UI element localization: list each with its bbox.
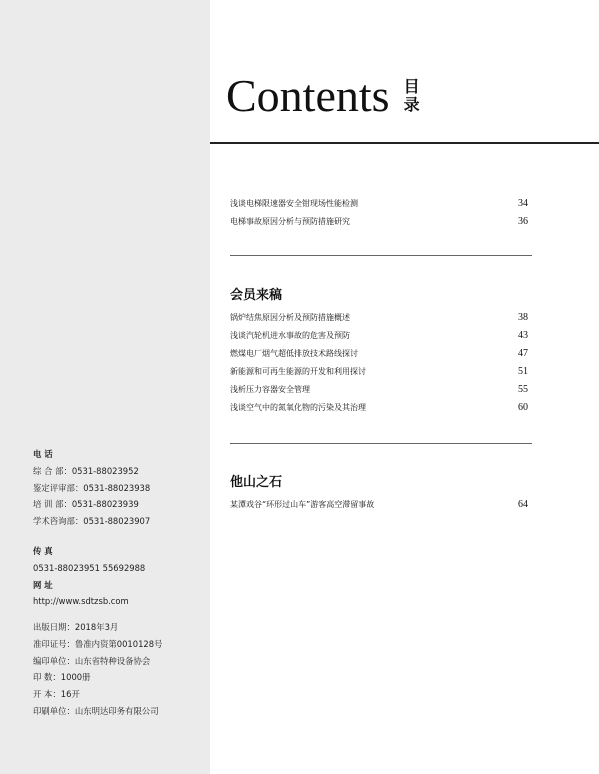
toc-entry[interactable]	[230, 496, 528, 514]
toc-entry-title: 锅炉结焦原因分析及预防措施概述	[230, 313, 350, 322]
page-title-cn: 目录	[403, 77, 420, 114]
phone-value: 0531-88023952	[71, 465, 139, 476]
detail-value: 鲁准内资第0010128号	[74, 638, 163, 649]
phone-value: 0531-88023939	[71, 499, 139, 510]
detail-label: 准印证号：	[33, 638, 75, 649]
section-divider	[230, 443, 532, 444]
toc-entry[interactable]	[230, 381, 528, 399]
detail-label: 出版日期：	[33, 622, 75, 632]
toc-entry[interactable]	[230, 195, 528, 213]
toc-entry[interactable]	[230, 309, 528, 327]
detail-row	[33, 653, 162, 670]
detail-label: 印刷单位：	[33, 705, 75, 716]
phone-row	[33, 496, 150, 513]
phone-label: 培 训 部：	[33, 499, 72, 510]
toc-entry-page: 55	[518, 384, 528, 395]
publication-details	[33, 619, 162, 720]
toc-section-3	[230, 496, 528, 514]
toc-section-1	[230, 195, 528, 231]
toc-entry-title: 浅谈电梯限速器安全钳现场性能检测	[230, 199, 358, 208]
contents-title	[226, 70, 420, 122]
toc-entry-page: 60	[518, 402, 528, 413]
section-heading: 他山之石	[230, 475, 283, 490]
contact-phones	[33, 446, 150, 530]
phone-label: 学术咨询部：	[33, 516, 84, 527]
toc-entry[interactable]	[230, 399, 528, 417]
detail-value: 2018年3月	[74, 622, 119, 632]
phone-row	[33, 480, 150, 497]
section-divider	[230, 255, 532, 256]
toc-entry-page: 38	[518, 312, 528, 323]
phone-value: 0531-88023907	[83, 516, 151, 527]
phone-heading: 电 话	[33, 449, 53, 459]
phone-row	[33, 513, 150, 530]
toc-entry-title: 某潭戏谷“环形过山车”游客高空滞留事故	[230, 500, 375, 509]
toc-entry-title: 浅谈汽轮机进水事故的危害及预防	[230, 331, 350, 340]
phone-label: 鉴定评审部：	[33, 482, 84, 493]
toc-entry[interactable]	[230, 345, 528, 363]
detail-value: 山东省特种设备协会	[74, 655, 151, 666]
detail-value: 1000册	[60, 672, 91, 683]
phone-value: 0531-88023938	[83, 482, 151, 493]
detail-value: 16开	[60, 689, 80, 700]
detail-label: 开 本：	[33, 689, 61, 700]
detail-row	[33, 703, 162, 720]
toc-entry-page: 64	[518, 499, 528, 510]
fax-heading: 传 真	[33, 546, 53, 556]
toc-entry-page: 51	[518, 366, 528, 377]
phone-row	[33, 463, 150, 480]
title-divider	[210, 142, 599, 144]
section-heading: 会员来稿	[230, 288, 283, 303]
contact-fax-web	[33, 543, 145, 610]
detail-row	[33, 669, 162, 686]
toc-entry-title: 电梯事故原因分析与预防措施研究	[230, 217, 350, 226]
toc-section-2	[230, 309, 528, 417]
detail-row	[33, 619, 162, 636]
detail-value: 山东明达印务有限公司	[74, 705, 159, 716]
detail-row	[33, 636, 162, 653]
toc-entry-page: 47	[518, 348, 528, 359]
toc-entry-page: 43	[518, 330, 528, 341]
toc-entry-page: 34	[518, 198, 528, 209]
toc-entry-title: 浅析压力容器安全管理	[230, 385, 310, 394]
detail-label: 印 数：	[33, 672, 61, 683]
toc-entry-page: 36	[518, 216, 528, 227]
web-link[interactable]: http://www.sdtzsb.com	[33, 596, 129, 607]
page-title: Contents	[226, 70, 390, 121]
toc-entry[interactable]	[230, 327, 528, 345]
toc-entry-title: 新能源和可再生能源的开发和利用探讨	[230, 367, 366, 376]
toc-entry-title: 燃煤电厂烟气超低排放技术路线探讨	[230, 349, 358, 358]
phone-label: 综 合 部：	[33, 465, 72, 476]
fax-value: 0531-88023951 55692988	[33, 562, 146, 573]
toc-entry[interactable]	[230, 363, 528, 381]
toc-entry[interactable]	[230, 213, 528, 231]
web-heading: 网 址	[33, 579, 53, 590]
detail-row	[33, 686, 162, 703]
detail-label: 编印单位：	[33, 655, 75, 666]
toc-entry-title: 浅谈空气中的氮氧化物的污染及其治理	[230, 403, 366, 412]
